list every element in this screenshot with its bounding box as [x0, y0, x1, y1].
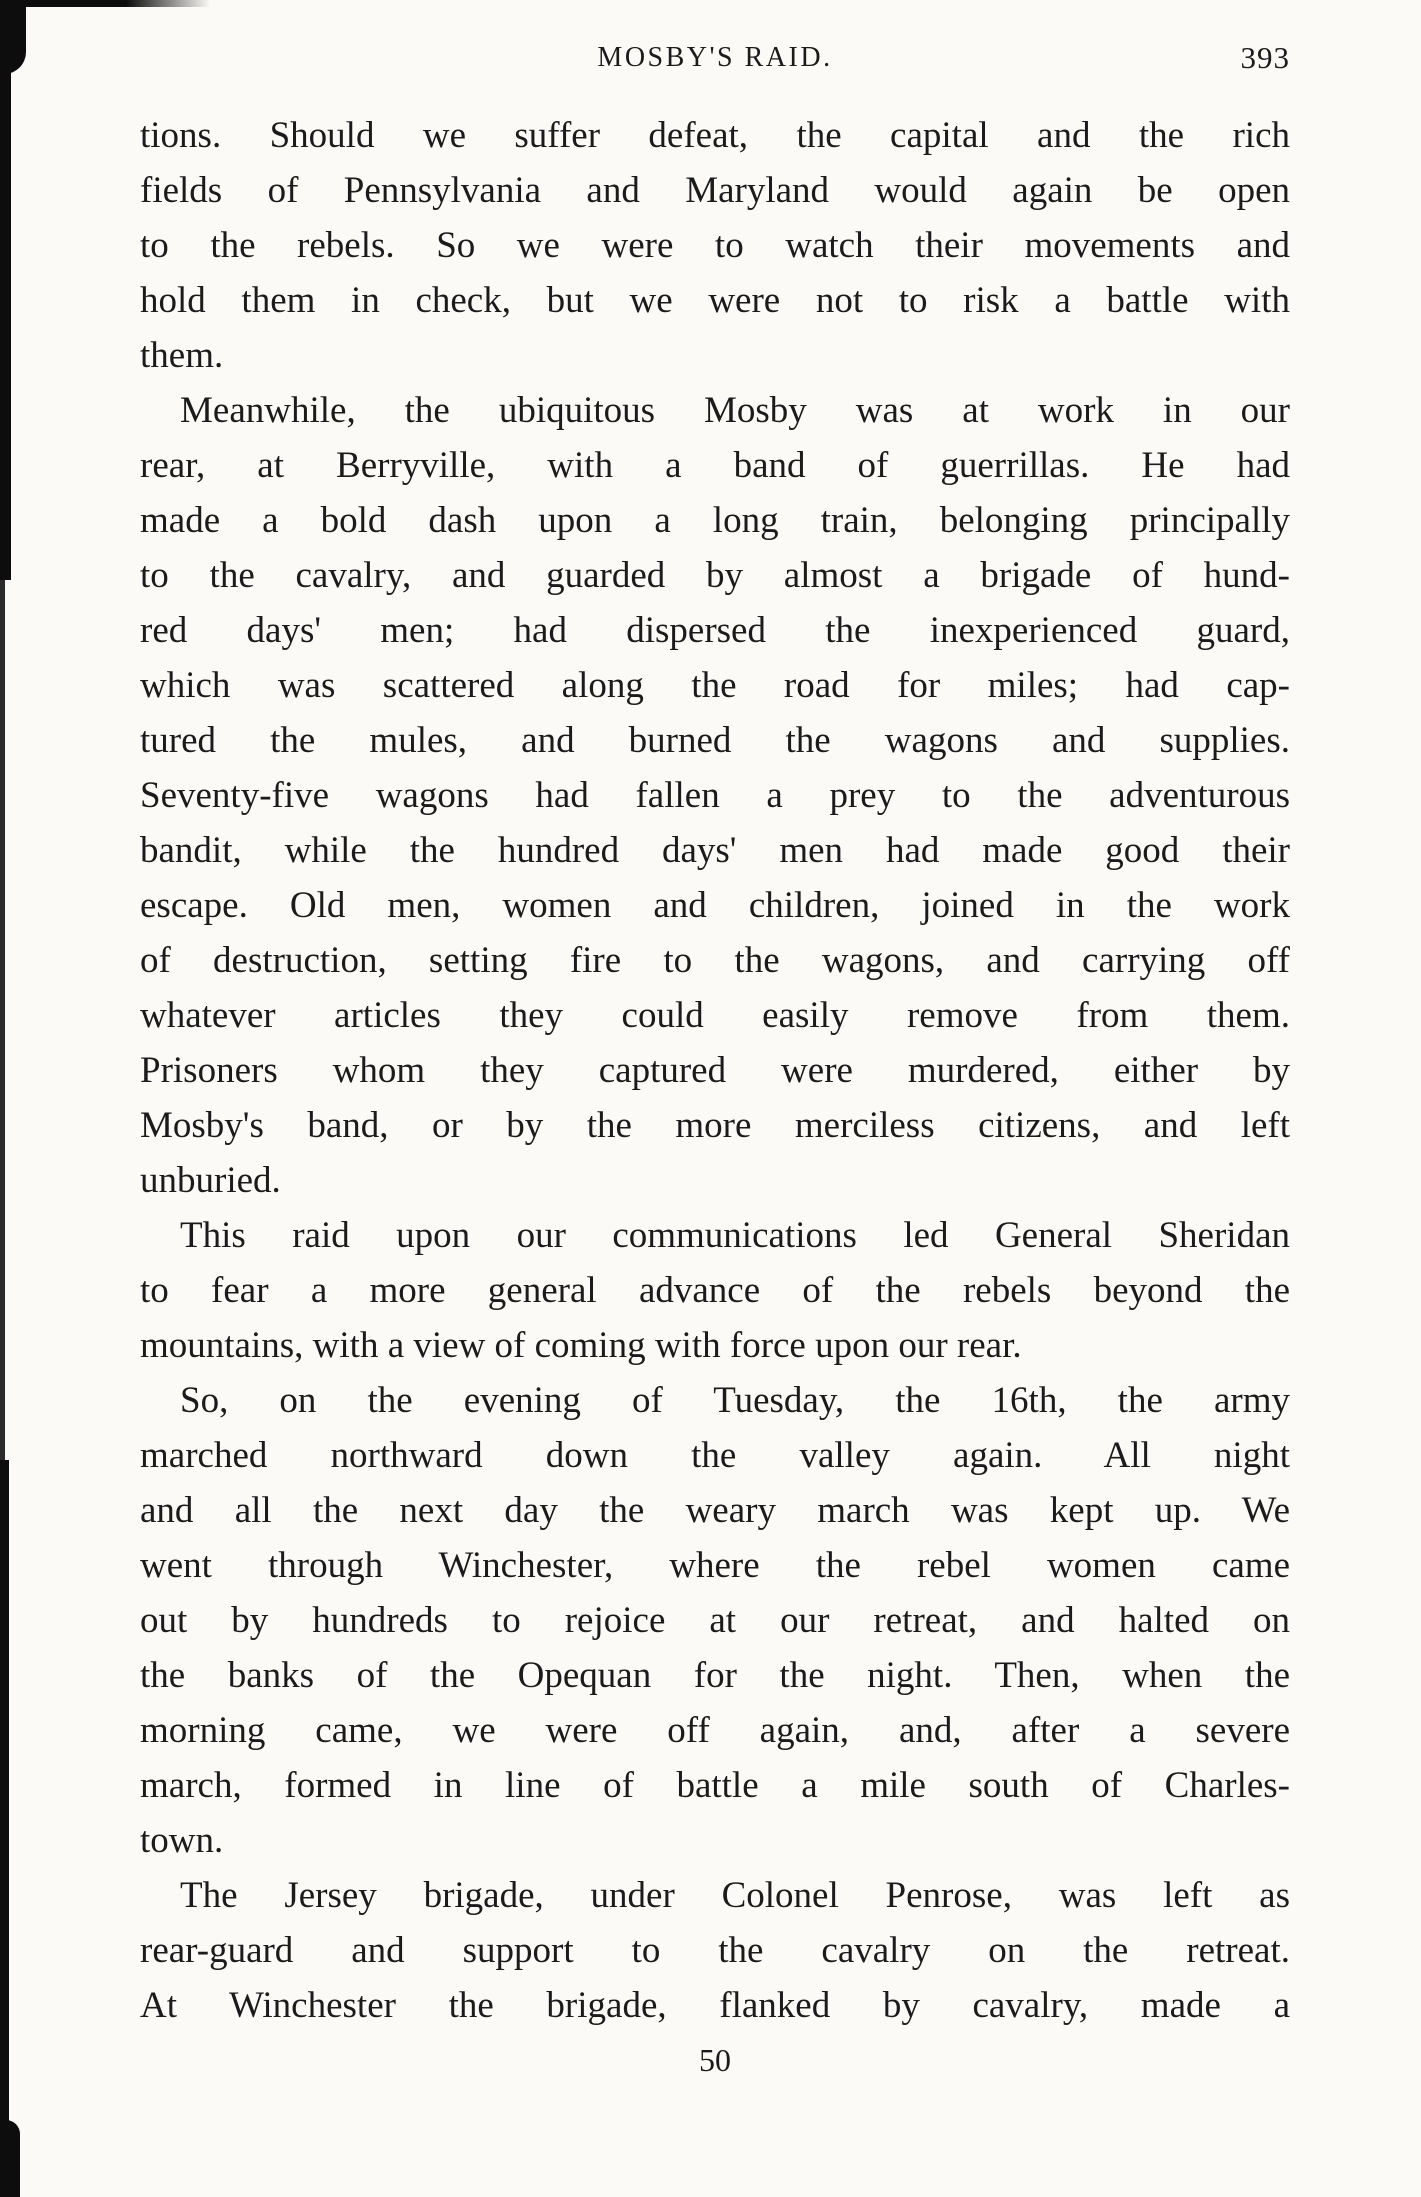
text-line: of destruction, setting fire to the wagons, and carrying off: [140, 940, 1290, 981]
text-line: bandit, while the hundred days' men had made good their: [140, 830, 1290, 871]
text-line: marched northward down the valley again. All night: [140, 1435, 1290, 1476]
text-line: Mosby's band, or by the more merciless citizens, and left: [140, 1105, 1290, 1146]
text-line: to fear a more general advance of the rebels beyond the: [140, 1270, 1290, 1311]
scan-edge-artifact: [0, 1460, 9, 2197]
signature-mark: 50: [699, 2042, 731, 2078]
text-line: At Winchester the brigade, flanked by cavalry, made a: [140, 1985, 1290, 2026]
running-head: [140, 42, 1290, 82]
scan-edge-artifact: [0, 580, 5, 1460]
text-line: the banks of the Opequan for the night. Then, when the: [140, 1655, 1290, 1696]
scan-edge-artifact: [0, 2120, 20, 2197]
paragraph: [140, 383, 1290, 1208]
text-line: Prisoners whom they captured were murdered, either by: [140, 1050, 1290, 1091]
text-line: hold them in check, but we were not to risk a battle with: [140, 280, 1290, 321]
text-line: fields of Pennsylvania and Maryland would again be open: [140, 170, 1290, 211]
text-line: to the cavalry, and guarded by almost a brigade of hund-: [140, 555, 1290, 596]
text-line: tured the mules, and burned the wagons and supplies.: [140, 720, 1290, 761]
text-line: made a bold dash upon a long train, belonging principally: [140, 500, 1290, 541]
text-line: The Jersey brigade, under Colonel Penrose, was left as: [180, 1875, 1290, 1916]
text-line: mountains, with a view of coming with force upon our rear.: [140, 1325, 1022, 1366]
text-line: morning came, we were off again, and, after a severe: [140, 1710, 1290, 1751]
page: [140, 0, 1290, 2085]
text-line: tions. Should we suffer defeat, the capital and the rich: [140, 115, 1290, 156]
text-line: rear, at Berryville, with a band of guerrillas. He had: [140, 445, 1290, 486]
text-line: to the rebels. So we were to watch their movements and: [140, 225, 1290, 266]
text-line: which was scattered along the road for miles; had cap-: [140, 665, 1290, 706]
text-line: escape. Old men, women and children, joined in the work: [140, 885, 1290, 926]
paragraph: [140, 108, 1290, 383]
text-line: So, on the evening of Tuesday, the 16th, the army: [180, 1380, 1290, 1421]
text-line: out by hundreds to rejoice at our retreat, and halted on: [140, 1600, 1290, 1641]
text-line: town.: [140, 1820, 224, 1861]
text-line: Seventy-five wagons had fallen a prey to the adventurous: [140, 775, 1290, 816]
text-line: whatever articles they could easily remove from them.: [140, 995, 1290, 1036]
text-line: red days' men; had dispersed the inexperienced guard,: [140, 610, 1290, 651]
text-line: and all the next day the weary march was kept up. We: [140, 1490, 1290, 1531]
paragraph: [140, 1208, 1290, 1373]
scan-edge-artifact: [0, 0, 11, 580]
page-number: 393: [1240, 40, 1290, 75]
text-line: This raid upon our communications led General Sheridan: [180, 1215, 1290, 1256]
text-line: them.: [140, 335, 224, 376]
text-line: went through Winchester, where the rebel women came: [140, 1545, 1290, 1586]
page-body: [140, 108, 1290, 2033]
text-line: Meanwhile, the ubiquitous Mosby was at work in our: [180, 390, 1290, 431]
paragraph: [140, 1868, 1290, 2033]
running-title: MOSBY'S RAID.: [597, 42, 833, 73]
paragraph: [140, 1373, 1290, 1868]
text-line: march, formed in line of battle a mile south of Charles-: [140, 1765, 1290, 1806]
text-line: unburied.: [140, 1160, 281, 1201]
text-line: rear-guard and support to the cavalry on the retreat.: [140, 1930, 1290, 1971]
